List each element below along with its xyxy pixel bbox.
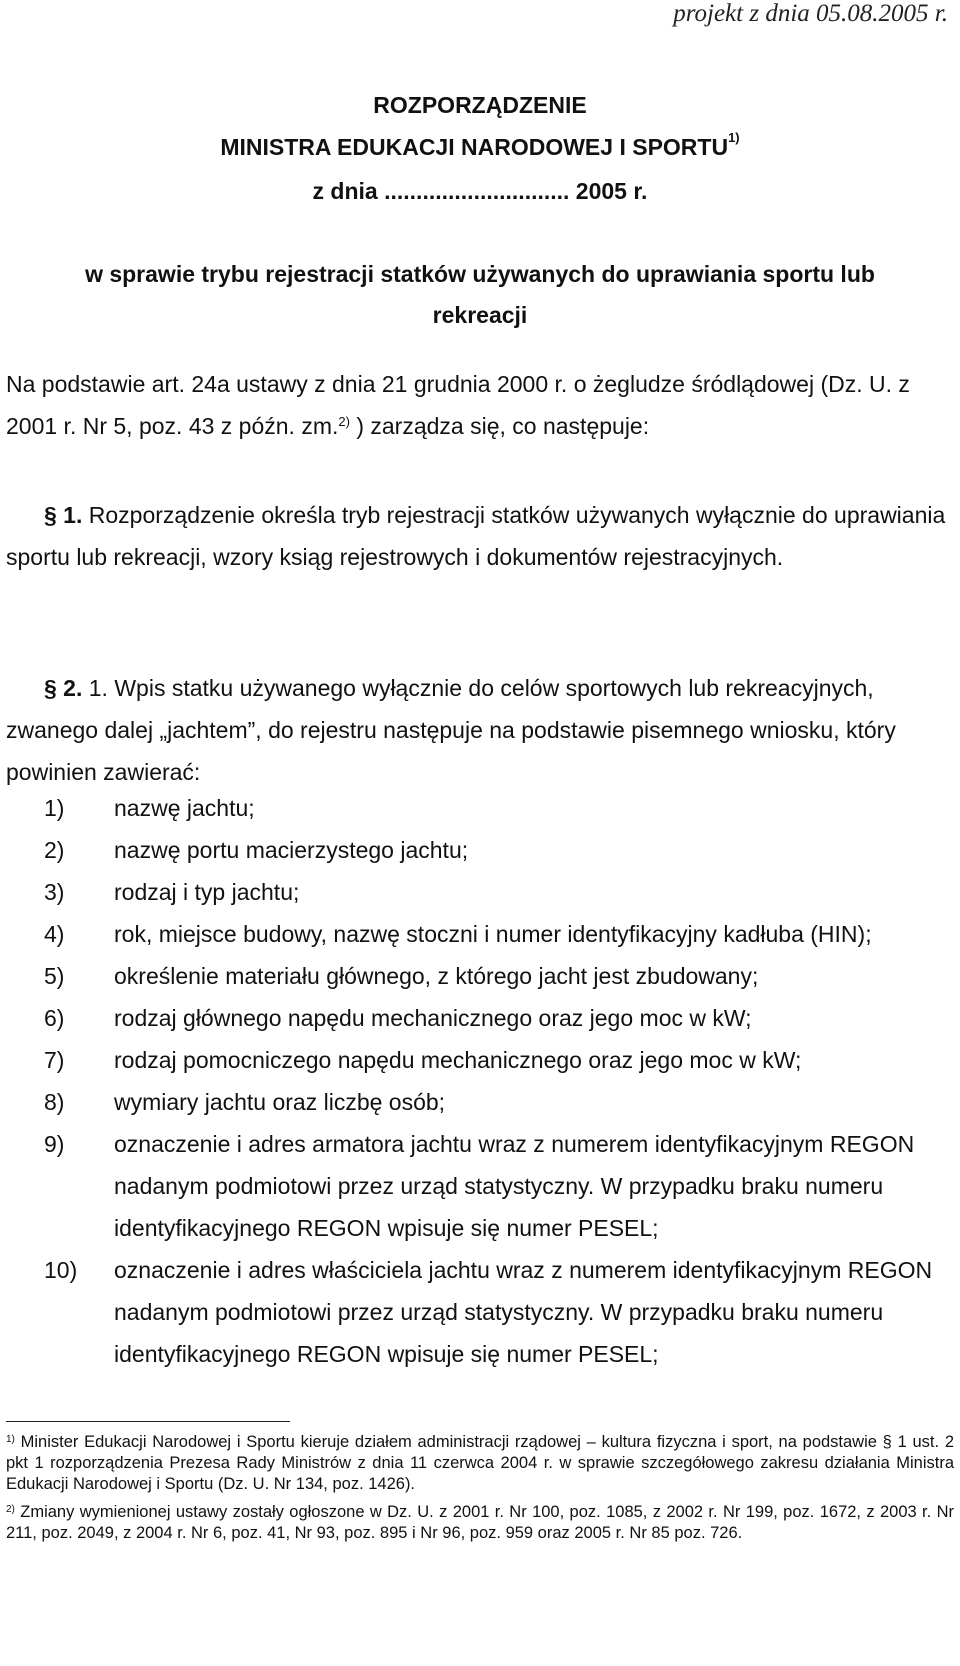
legal-basis-paragraph bbox=[6, 363, 956, 447]
issuing-authority-heading bbox=[0, 130, 960, 161]
list-item bbox=[6, 997, 956, 1039]
list-item-number: 10) bbox=[44, 1257, 78, 1283]
list-item-text: rok, miejsce budowy, nazwę stoczni i numer identyfikacyjny kadłuba (HIN); bbox=[114, 921, 872, 947]
list-item-text: oznaczenie i adres armatora jachtu wraz z numerem identyfikacyjnym REGON nadanym podmiotowi przez urząd statystyczny. W przypadku braku numeru identyfikacyjnego REGON wpisuje się numer PESEL; bbox=[114, 1131, 915, 1241]
document-subject bbox=[0, 254, 960, 336]
section-1-paragraph bbox=[6, 494, 956, 578]
list-item-text: rodzaj głównego napędu mechanicznego oraz jego moc w kW; bbox=[114, 1005, 752, 1031]
legal-basis-closing: ) zarządza się, co następuje: bbox=[349, 413, 650, 439]
list-item bbox=[6, 1249, 956, 1375]
list-item-text: oznaczenie i adres właściciela jachtu wraz z numerem identyfikacyjnym REGON nadanym podmiotowi przez urząd statystyczny. W przypadku braku numeru identyfikacyjnego REGON wpisuje się numer PESEL; bbox=[114, 1257, 933, 1367]
list-item bbox=[6, 913, 956, 955]
footnote-ref-2: 2) bbox=[338, 414, 350, 429]
list-item-number: 2) bbox=[44, 837, 65, 863]
footnote-1-marker: 1) bbox=[6, 1434, 15, 1445]
footnote-2 bbox=[6, 1502, 954, 1544]
list-item-text: rodzaj pomocniczego napędu mechanicznego oraz jego moc w kW; bbox=[114, 1047, 802, 1073]
list-item-number: 9) bbox=[44, 1131, 65, 1157]
list-item-number: 5) bbox=[44, 963, 65, 989]
list-item-number: 7) bbox=[44, 1047, 65, 1073]
legal-basis-text: Na podstawie art. 24a ustawy z dnia 21 grudnia 2000 r. o żegludze śródlądowej (Dz. U. z 2001 r. Nr 5, poz. 43 z późn. zm. bbox=[6, 371, 910, 439]
list-item bbox=[6, 1123, 956, 1249]
draft-date-note: projekt z dnia 05.08.2005 r. bbox=[673, 0, 948, 27]
list-item bbox=[6, 829, 956, 871]
footnote-1-text: Minister Edukacji Narodowej i Sportu kieruje działem administracji rządowej – kultura fizyczna i sport, na podstawie § 1 ust. 2 pkt 1 rozporządzenia Prezesa Rady Ministrów z dnia 11 czerwca 2004 r. w sprawie szczegółowego zakresu działania Ministra Edukacji Narodowej i Sportu (Dz. U. Nr 134, poz. 1426). bbox=[6, 1433, 954, 1493]
list-item-number: 3) bbox=[44, 879, 65, 905]
section-2-text: 1. Wpis statku używanego wyłącznie do celów sportowych lub rekreacyjnych, zwanego dalej „jachtem”, do rejestru następuje na podstawie pisemnego wniosku, który powinien zawierać: bbox=[6, 675, 896, 785]
list-item bbox=[6, 871, 956, 913]
section-1-text: Rozporządzenie określa tryb rejestracji statków używanych wyłącznie do uprawiania sportu lub rekreacji, wzory ksiąg rejestrowych i dokumentów rejestracyjnych. bbox=[6, 502, 946, 570]
document-date-line: z dnia ............................. 2005 r. bbox=[312, 178, 648, 204]
subject-line-2: rekreacji bbox=[432, 302, 528, 328]
list-item bbox=[6, 787, 956, 829]
section-1-mark: § 1. bbox=[44, 502, 83, 528]
list-item bbox=[6, 1039, 956, 1081]
section-2-mark: § 2. bbox=[44, 675, 83, 701]
list-item-text: nazwę portu macierzystego jachtu; bbox=[114, 837, 469, 863]
list-item-text: wymiary jachtu oraz liczbę osób; bbox=[114, 1089, 446, 1115]
list-item-number: 6) bbox=[44, 1005, 65, 1031]
list-item bbox=[6, 1081, 956, 1123]
document-type-heading: ROZPORZĄDZENIE bbox=[373, 92, 587, 118]
footnote-1 bbox=[6, 1432, 954, 1495]
footnote-ref-1: 1) bbox=[728, 130, 740, 145]
footnote-2-text: Zmiany wymienionej ustawy zostały ogłoszone w Dz. U. z 2001 r. Nr 100, poz. 1085, z 2002 r. Nr 199, poz. 1672, z 2003 r. Nr 211, poz. 2049, z 2004 r. Nr 6, poz. 41, Nr 93, poz. 895 i Nr 96, poz. 959 oraz 2005 r. Nr 85 poz. 726. bbox=[6, 1503, 954, 1542]
section-2-paragraph bbox=[6, 667, 956, 793]
subject-line-1: w sprawie trybu rejestracji statków używanych do uprawiania sportu lub bbox=[85, 261, 875, 287]
list-item-text: rodzaj i typ jachtu; bbox=[114, 879, 300, 905]
list-item-text: nazwę jachtu; bbox=[114, 795, 255, 821]
footnote-separator bbox=[6, 1421, 290, 1422]
list-item-text: określenie materiału głównego, z którego jacht jest zbudowany; bbox=[114, 963, 759, 989]
list-item-number: 8) bbox=[44, 1089, 65, 1115]
list-item bbox=[6, 955, 956, 997]
list-item-number: 1) bbox=[44, 795, 65, 821]
footnote-2-marker: 2) bbox=[6, 1504, 15, 1515]
application-requirements-list bbox=[6, 787, 956, 1375]
list-item-number: 4) bbox=[44, 921, 65, 947]
authority-name: MINISTRA EDUKACJI NARODOWEJ I SPORTU bbox=[220, 134, 729, 160]
